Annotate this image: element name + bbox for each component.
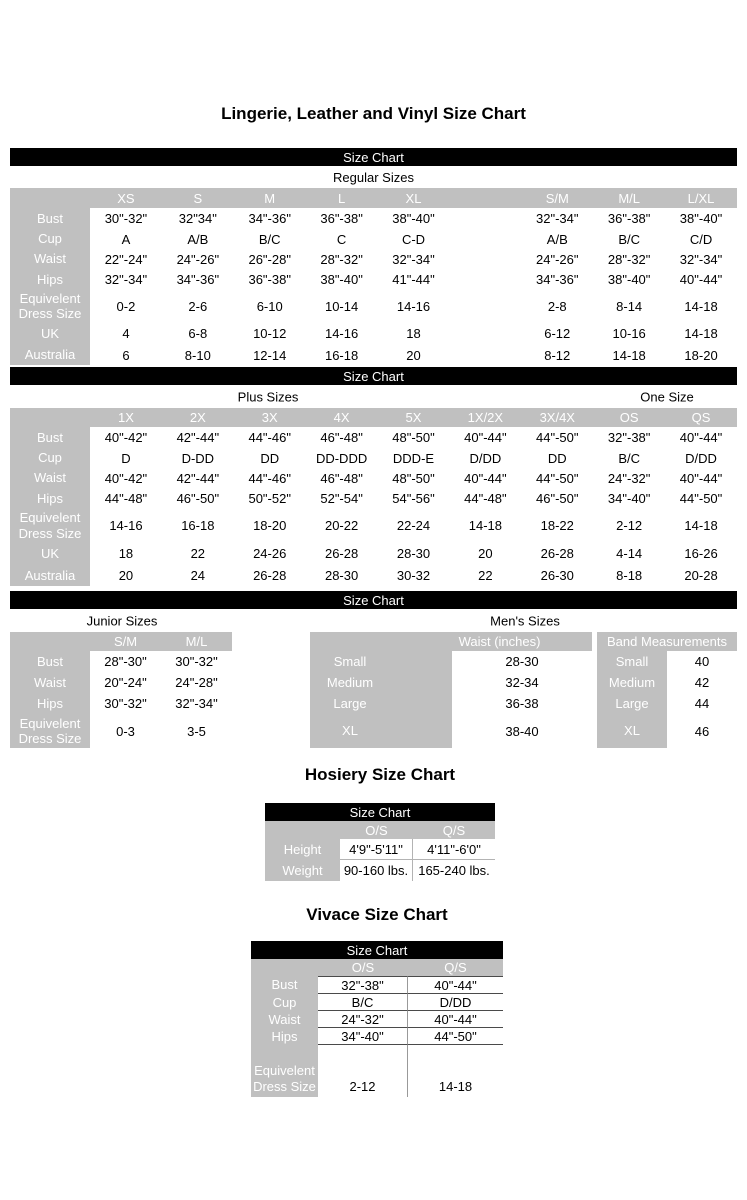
size-cell: 48"-50": [378, 468, 450, 488]
row-label: XL: [310, 714, 452, 748]
column-header: S/M: [90, 632, 161, 651]
size-cell: 14-18: [665, 290, 737, 322]
size-cell: C/D: [665, 229, 737, 249]
size-cell: 34"-36": [234, 208, 306, 229]
row-label: Cup: [10, 229, 90, 249]
column-header-spacer: [310, 632, 452, 651]
column-header: OS: [593, 408, 665, 427]
size-cell: 28"-32": [306, 249, 378, 269]
size-cell: 28-30: [306, 565, 378, 586]
row-label: Weight: [265, 860, 340, 881]
column-header: S/M: [521, 188, 593, 208]
size-chart-bar: [10, 148, 737, 166]
column-header-spacer: [265, 821, 340, 839]
row-label: Small: [310, 651, 452, 672]
size-cell: 10-12: [234, 322, 306, 345]
size-cell: 4: [90, 322, 162, 345]
size-cell: 10-14: [306, 290, 378, 322]
junior-sizes-heading: Junior Sizes: [86, 613, 158, 628]
row-label: Bust: [10, 208, 90, 229]
size-cell: 14-16: [90, 509, 162, 542]
size-cell: 41"-44": [378, 269, 450, 290]
size-cell: 2-8: [521, 290, 593, 322]
row-label: Equivelent Dress Size: [10, 509, 90, 542]
regular-sizes-heading: [0, 166, 747, 188]
size-cell: D/DD: [665, 448, 737, 468]
row-label: Waist: [10, 468, 90, 488]
size-cell: [449, 249, 521, 269]
hosiery-table: [265, 821, 747, 881]
size-cell: 10-16: [593, 322, 665, 345]
row-label: Bust: [10, 651, 90, 672]
size-cell: 36"-38": [593, 208, 665, 229]
size-cell: D: [90, 448, 162, 468]
row-label: Medium: [310, 672, 452, 693]
size-cell: 28-30: [452, 651, 592, 672]
row-label: Australia: [10, 565, 90, 586]
size-cell: 14-18: [449, 509, 521, 542]
size-cell: 24: [162, 565, 234, 586]
size-cell: 16-18: [162, 509, 234, 542]
size-cell: [449, 322, 521, 345]
size-cell: 32"-34": [521, 208, 593, 229]
row-label: Waist: [251, 1011, 318, 1028]
size-chart-bar: [265, 803, 495, 821]
size-cell: DD-DDD: [306, 448, 378, 468]
row-label: Height: [265, 839, 340, 860]
size-cell: 44"-50": [408, 1028, 503, 1045]
size-cell: 40"-44": [665, 468, 737, 488]
size-cell: B/C: [593, 448, 665, 468]
size-cell: [449, 290, 521, 322]
size-cell: 34"-40": [318, 1028, 408, 1045]
size-cell: 16-18: [306, 345, 378, 365]
size-cell: 26"-28": [234, 249, 306, 269]
size-cell: 32"34": [162, 208, 234, 229]
row-label: Waist: [10, 672, 90, 693]
size-cell: 8-18: [593, 565, 665, 586]
column-header: O/S: [318, 959, 408, 976]
row-label: Waist: [10, 249, 90, 269]
size-cell: 6-12: [521, 322, 593, 345]
row-label: Hips: [251, 1028, 318, 1045]
size-cell: 22: [449, 565, 521, 586]
row-label: UK: [10, 542, 90, 565]
size-cell: 44"-46": [234, 468, 306, 488]
size-cell: 42"-44": [162, 427, 234, 448]
size-cell: 36-38: [452, 693, 592, 714]
size-cell: 26-28: [521, 542, 593, 565]
size-chart-bar-label: Size Chart: [343, 592, 404, 608]
size-cell: D-DD: [162, 448, 234, 468]
size-cell: 4'11"-6'0": [413, 839, 495, 860]
column-header: 2X: [162, 408, 234, 427]
size-cell: 30"-32": [161, 651, 232, 672]
size-cell: 165-240 lbs.: [413, 860, 495, 881]
column-header: 4X: [306, 408, 378, 427]
size-cell: 32"-34": [90, 269, 162, 290]
size-cell: 24"-26": [162, 249, 234, 269]
size-cell: 40"-44": [665, 427, 737, 448]
plus-one-size-heading-row: [0, 385, 747, 408]
size-cell: 44"-48": [449, 488, 521, 509]
one-size-heading: One Size: [640, 389, 694, 404]
size-cell: 32"-34": [378, 249, 450, 269]
size-cell: 44"-50": [521, 468, 593, 488]
size-cell: A: [90, 229, 162, 249]
size-cell: 38-40: [452, 714, 592, 748]
size-cell: DDD-E: [378, 448, 450, 468]
size-cell: 18: [90, 542, 162, 565]
row-label: Large: [597, 693, 667, 714]
column-header: 5X: [378, 408, 450, 427]
row-label: Hips: [10, 488, 90, 509]
size-cell: [449, 208, 521, 229]
row-label: Cup: [251, 994, 318, 1011]
column-header: M/L: [593, 188, 665, 208]
row-label: Hips: [10, 269, 90, 290]
page-title: Lingerie, Leather and Vinyl Size Chart: [221, 104, 526, 123]
size-cell: 26-28: [234, 565, 306, 586]
size-cell: 4-14: [593, 542, 665, 565]
size-cell: B/C: [318, 994, 408, 1011]
size-cell: 34"-36": [162, 269, 234, 290]
size-cell: DD: [234, 448, 306, 468]
column-header: 3X/4X: [521, 408, 593, 427]
size-cell: C-D: [378, 229, 450, 249]
size-cell: 0-2: [90, 290, 162, 322]
column-header: O/S: [340, 821, 413, 839]
size-cell: 6: [90, 345, 162, 365]
size-cell: 32"-38": [593, 427, 665, 448]
row-label: XL: [597, 714, 667, 748]
size-cell: 6-8: [162, 322, 234, 345]
size-cell: 32"-38": [318, 976, 408, 994]
size-cell: B/C: [593, 229, 665, 249]
size-cell: 20-22: [306, 509, 378, 542]
column-header: L/XL: [665, 188, 737, 208]
size-chart-bar-label: Size Chart: [346, 942, 408, 958]
mens-band-table: [597, 632, 737, 748]
row-label: Equivelent Dress Size: [10, 714, 90, 748]
size-cell: 46: [667, 714, 737, 748]
size-cell: 14-18: [408, 1045, 503, 1097]
size-cell: 50"-52": [234, 488, 306, 509]
column-header: QS: [665, 408, 737, 427]
row-label: Hips: [10, 693, 90, 714]
size-cell: 18-20: [234, 509, 306, 542]
size-cell: 14-18: [665, 509, 737, 542]
size-cell: 28"-32": [593, 249, 665, 269]
size-cell: 46"-50": [162, 488, 234, 509]
size-cell: 40"-44": [408, 1011, 503, 1028]
size-cell: 6-10: [234, 290, 306, 322]
size-cell: 44"-50": [521, 427, 593, 448]
size-cell: 32"-34": [665, 249, 737, 269]
size-cell: 40"-44": [449, 427, 521, 448]
row-label: Equivelent Dress Size: [251, 1045, 318, 1097]
size-cell: 40"-44": [449, 468, 521, 488]
size-cell: [449, 229, 521, 249]
size-chart-bar-label: Size Chart: [343, 368, 404, 384]
column-header-spacer: [449, 188, 521, 208]
size-cell: 34"-40": [593, 488, 665, 509]
size-cell: 20: [90, 565, 162, 586]
junior-mens-tables-row: [0, 632, 747, 748]
size-cell: D/DD: [449, 448, 521, 468]
size-cell: 46"-48": [306, 427, 378, 448]
vivace-table: [251, 959, 747, 1097]
size-chart-bar: [251, 941, 503, 959]
size-cell: 34"-36": [521, 269, 593, 290]
column-header-spacer: [10, 188, 90, 208]
size-cell: 20: [378, 345, 450, 365]
size-cell: 40"-42": [90, 468, 162, 488]
column-header: 1X/2X: [449, 408, 521, 427]
size-cell: 14-18: [593, 345, 665, 365]
row-label: Small: [597, 651, 667, 672]
regular-sizes-table: [10, 188, 737, 365]
size-cell: 24"-32": [593, 468, 665, 488]
size-cell: 16-26: [665, 542, 737, 565]
size-cell: 26-28: [306, 542, 378, 565]
column-header: Q/S: [408, 959, 503, 976]
size-cell: A/B: [162, 229, 234, 249]
size-cell: 40"-44": [665, 269, 737, 290]
size-cell: D/DD: [408, 994, 503, 1011]
size-cell: 28"-30": [90, 651, 161, 672]
size-cell: 42"-44": [162, 468, 234, 488]
size-cell: 20: [449, 542, 521, 565]
column-header-spacer: [10, 408, 90, 427]
size-cell: 14-16: [306, 322, 378, 345]
size-cell: 22-24: [378, 509, 450, 542]
size-cell: 24"-32": [318, 1011, 408, 1028]
size-cell: 44"-50": [665, 488, 737, 509]
size-cell: 32"-34": [161, 693, 232, 714]
size-cell: 52"-54": [306, 488, 378, 509]
size-cell: 38"-40": [378, 208, 450, 229]
row-label: Large: [310, 693, 452, 714]
row-label: Medium: [597, 672, 667, 693]
size-cell: 4'9"-5'11": [340, 839, 413, 860]
size-cell: 28-30: [378, 542, 450, 565]
size-cell: 30"-32": [90, 208, 162, 229]
size-cell: 0-3: [90, 714, 161, 748]
column-header: 3X: [234, 408, 306, 427]
size-chart-bar: [10, 367, 737, 385]
size-cell: 14-18: [665, 322, 737, 345]
size-cell: 20"-24": [90, 672, 161, 693]
size-cell: 32-34: [452, 672, 592, 693]
plus-sizes-heading: Plus Sizes: [237, 389, 299, 404]
size-cell: 36"-38": [306, 208, 378, 229]
size-cell: 46"-48": [306, 468, 378, 488]
size-cell: 18: [378, 322, 450, 345]
size-cell: 44"-48": [90, 488, 162, 509]
size-chart-bar-label: Size Chart: [349, 804, 411, 820]
size-cell: 38"-40": [665, 208, 737, 229]
size-cell: DD: [521, 448, 593, 468]
size-cell: 22"-24": [90, 249, 162, 269]
size-cell: 26-30: [521, 565, 593, 586]
vivace-title: Vivace Size Chart: [306, 905, 448, 924]
size-cell: 8-10: [162, 345, 234, 365]
size-cell: 44: [667, 693, 737, 714]
row-label: UK: [10, 322, 90, 345]
size-cell: 24-26: [234, 542, 306, 565]
column-header: M/L: [161, 632, 232, 651]
column-header-spacer: [10, 632, 90, 651]
size-cell: 2-12: [318, 1045, 408, 1097]
size-cell: 3-5: [161, 714, 232, 748]
size-chart-bar-label: Size Chart: [343, 149, 404, 165]
size-cell: 38"-40": [306, 269, 378, 290]
size-cell: 30-32: [378, 565, 450, 586]
size-cell: [449, 345, 521, 365]
column-header: Band Measurements: [597, 632, 737, 651]
size-cell: 8-14: [593, 290, 665, 322]
size-chart-bar: [10, 591, 737, 609]
size-cell: 24"-28": [161, 672, 232, 693]
column-header: M: [234, 188, 306, 208]
row-label: Bust: [10, 427, 90, 448]
column-header: 1X: [90, 408, 162, 427]
size-cell: 2-12: [593, 509, 665, 542]
size-cell: 20-28: [665, 565, 737, 586]
size-cell: 18-20: [665, 345, 737, 365]
row-label: Australia: [10, 345, 90, 365]
column-header: Q/S: [413, 821, 495, 839]
column-header: XL: [378, 188, 450, 208]
column-header: XS: [90, 188, 162, 208]
size-cell: 2-6: [162, 290, 234, 322]
size-cell: A/B: [521, 229, 593, 249]
regular-sizes-heading-label: Regular Sizes: [333, 169, 414, 185]
size-cell: 90-160 lbs.: [340, 860, 413, 881]
size-cell: B/C: [234, 229, 306, 249]
row-label: Bust: [251, 976, 318, 994]
size-cell: 22: [162, 542, 234, 565]
size-cell: 40: [667, 651, 737, 672]
size-cell: 24"-26": [521, 249, 593, 269]
size-cell: 48"-50": [378, 427, 450, 448]
size-cell: [449, 269, 521, 290]
plus-sizes-table: [10, 408, 737, 586]
column-header-spacer: [251, 959, 318, 976]
size-cell: 18-22: [521, 509, 593, 542]
junior-mens-heading-row: [0, 609, 747, 632]
size-cell: 14-16: [378, 290, 450, 322]
size-cell: 40"-44": [408, 976, 503, 994]
row-label: Cup: [10, 448, 90, 468]
column-header: Waist (inches): [452, 632, 592, 651]
size-cell: 40"-42": [90, 427, 162, 448]
mens-sizes-heading: Men's Sizes: [490, 613, 560, 628]
size-cell: 42: [667, 672, 737, 693]
size-cell: 36"-38": [234, 269, 306, 290]
size-cell: 12-14: [234, 345, 306, 365]
size-cell: 44"-46": [234, 427, 306, 448]
size-cell: 46"-50": [521, 488, 593, 509]
column-header: L: [306, 188, 378, 208]
size-cell: 38"-40": [593, 269, 665, 290]
size-cell: C: [306, 229, 378, 249]
mens-waist-table: [310, 632, 592, 748]
hosiery-title: Hosiery Size Chart: [304, 765, 456, 784]
size-cell: 30"-32": [90, 693, 161, 714]
size-cell: 8-12: [521, 345, 593, 365]
column-header: S: [162, 188, 234, 208]
junior-sizes-table: [10, 632, 232, 748]
size-cell: 54"-56": [378, 488, 450, 509]
row-label: Equivelent Dress Size: [10, 290, 90, 322]
